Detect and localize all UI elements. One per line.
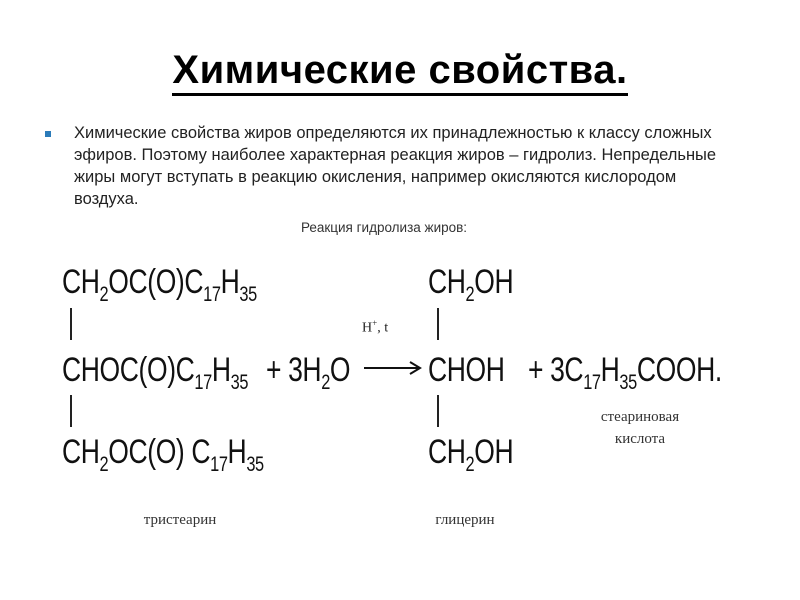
bond-line	[437, 395, 439, 427]
bond-line	[437, 308, 439, 340]
slide-title: Химические свойства.	[0, 48, 800, 93]
bullet-marker-icon	[45, 131, 51, 137]
glycerol-label: глицерин	[435, 512, 495, 528]
reaction-caption: Реакция гидролиза жиров:	[300, 220, 468, 235]
tristearin-label: тристеарин	[143, 512, 217, 528]
glycerol-row-2: CHOH	[428, 351, 505, 389]
water-term: + $3H_2O$	[266, 351, 351, 394]
bond-line	[70, 308, 72, 340]
body-paragraph: Химические свойства жиров определяются их принадлежностью к классу сложных эфиров. Поэтому наиболее характерная реакция жиров – гидролиз. Непредельные жиры могут вступать в реакцию окисления, например окисляются кислородом воздуха.	[74, 124, 717, 208]
tristearin-row-2: $CHOC(O)C_{17}H_{35}$	[62, 351, 249, 394]
stearic-acid-label-line-2: кислота	[614, 431, 666, 447]
glycerol-row-3: $CH_2OH$	[428, 433, 514, 476]
reaction-condition: H+, t	[362, 318, 389, 336]
stearic-acid-label-line-1: стеариновая	[600, 409, 680, 425]
bond-line	[70, 395, 72, 427]
glycerol-row-1: $CH_2OH$	[428, 263, 514, 306]
tristearin-row-3: $CH_2OC(O)$ $C_{17}H_{35}$	[62, 433, 264, 476]
reaction-arrow-icon	[362, 360, 424, 376]
stearic-acid-term: + $3C_{17}H_{35}COOH$.	[528, 351, 722, 394]
stearic-acid-label	[580, 406, 700, 450]
tristearin-row-1: $CH_2OC(O)C_{17}H_{35}$	[62, 263, 257, 306]
